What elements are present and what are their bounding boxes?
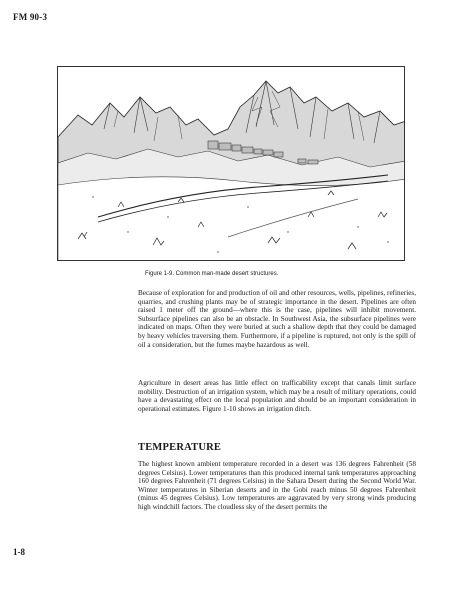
page-number: 1-8 bbox=[13, 547, 25, 557]
figure-caption: Figure 1-9. Common man-made desert structures. bbox=[145, 271, 279, 277]
paragraph-agriculture: Agriculture in desert areas has little effect on trafficability except that canals limit surface mobility. Destruction of an irrigation system, which may be a result of military operations, could have a devastating effect on the local population and should be an important consideration in operational estimates. Figure 1-10 shows an irrigation ditch. bbox=[138, 379, 416, 413]
section-heading-temperature: TEMPERATURE bbox=[138, 442, 222, 453]
desert-landscape-drawing bbox=[58, 67, 405, 261]
paragraph-temperature: The highest known ambient temperature recorded in a desert was 136 degrees Fahrenheit (58 degrees Celsius). Lower temperatures than this produced internal tank temperatures approaching 160 degrees Fahrenheit (71 degrees Celsius) in the Sahara Desert during the Second World War. Winter temperatures in Siberian deserts and in the Gobi reach minus 50 degrees Fahrenheit (minus 45 degrees Celsius). Low temperatures are aggravated by very strong winds producing high windchill factors. The cloudless sky of the desert permits the bbox=[138, 460, 416, 511]
document-id-header: FM 90-3 bbox=[13, 12, 48, 22]
paragraph-pipelines: Because of exploration for and production of oil and other resources, wells, pipelines, refineries, quarries, and crushing plants may be of strategic importance in the desert. Pipelines are often raised 1 meter off the ground—where this is the case, pipelines will inhibit movement. Subsurface pipelines can also be an obstacle. In Southwest Asia, the subsurface pipelines were indicated on maps. Often they were buried at such a shallow depth that they could be damaged by heavy vehicles traversing them. Furthermore, if a pipeline is ruptured, not only is the spill of oil a consideration, but the fumes maybe hazardous as well. bbox=[138, 289, 416, 349]
figure-illustration bbox=[57, 66, 405, 261]
